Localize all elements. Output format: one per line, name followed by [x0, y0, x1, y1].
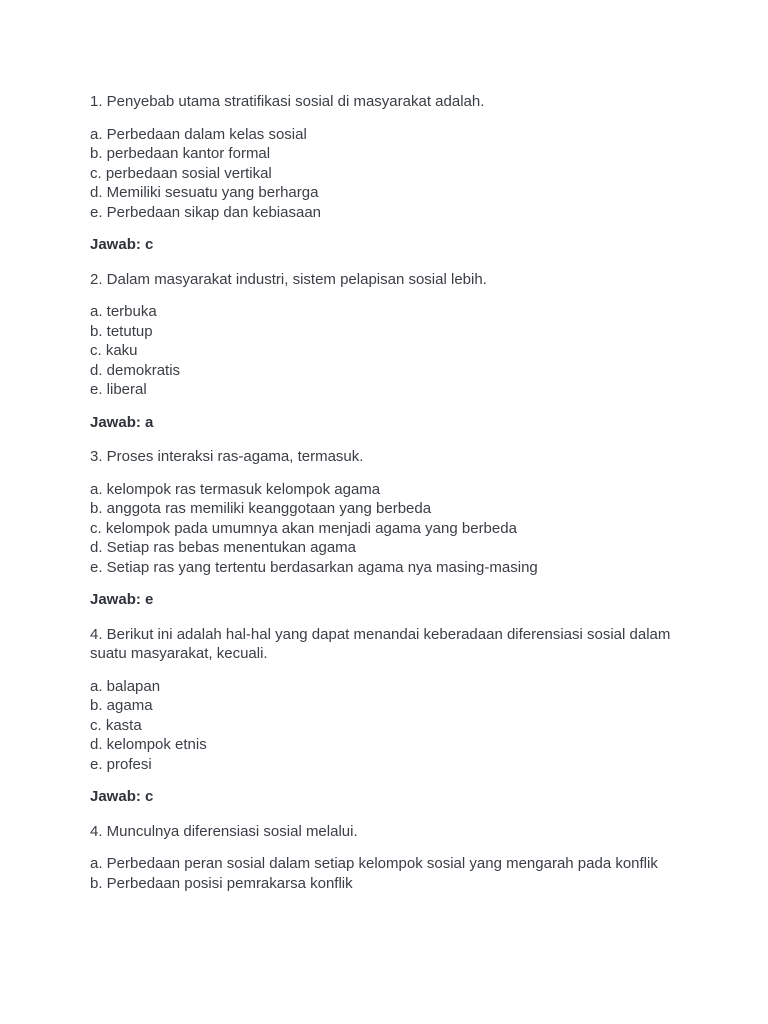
- question-block-1: [90, 92, 708, 255]
- answer-1: Jawab: c: [90, 236, 154, 253]
- option-2d: d. demokratis: [90, 361, 181, 379]
- option-3c: c. kelompok pada umumnya akan menjadi agama yang berbeda: [90, 519, 517, 537]
- option-4e: e. profesi: [90, 755, 152, 773]
- option-4d: d. kelompok etnis: [90, 736, 207, 753]
- option-1d: d. Memiliki sesuatu yang berharga: [90, 184, 319, 201]
- answer-4: Jawab: c: [90, 788, 154, 805]
- option-3b: b. anggota ras memiliki keanggotaan yang berbeda: [90, 500, 432, 517]
- question-text-4: 4. Berikut ini adalah hal-hal yang dapat menandai keberadaan diferensiasi sosial dalam suatu masyarakat, kecuali.: [90, 625, 671, 662]
- question-text-3: 3. Proses interaksi ras-agama, termasuk.: [90, 448, 364, 465]
- question-block-4: [90, 625, 708, 807]
- option-2e: e. liberal: [90, 381, 147, 398]
- option-3e: e. Setiap ras yang tertentu berdasarkan agama nya masing-masing: [90, 558, 538, 576]
- option-3a: a. kelompok ras termasuk kelompok agama: [90, 480, 381, 498]
- answer-2: Jawab: a: [90, 413, 154, 431]
- option-1b: b. perbedaan kantor formal: [90, 145, 271, 162]
- question-text-5: 4. Munculnya diferensiasi sosial melalui.: [90, 822, 358, 840]
- option-list-3: [90, 480, 708, 578]
- option-list-2: [90, 302, 708, 400]
- question-block-2: [90, 270, 708, 433]
- option-4b: b. agama: [90, 697, 153, 714]
- option-4a: a. balapan: [90, 677, 161, 695]
- option-3d: d. Setiap ras bebas menentukan agama: [90, 539, 357, 556]
- answer-3: Jawab: e: [90, 591, 154, 608]
- option-2b: b. tetutup: [90, 322, 153, 340]
- option-4c: c. kasta: [90, 716, 142, 734]
- option-5a: a. Perbedaan peran sosial dalam setiap kelompok sosial yang mengarah pada konflik: [90, 855, 658, 872]
- option-2c: c. kaku: [90, 342, 138, 359]
- option-list-1: [90, 125, 708, 223]
- question-block-3: [90, 447, 708, 610]
- option-1a: a. Perbedaan dalam kelas sosial: [90, 125, 307, 143]
- option-1e: e. Perbedaan sikap dan kebiasaan: [90, 203, 322, 221]
- question-text-1: 1. Penyebab utama stratifikasi sosial di masyarakat adalah.: [90, 93, 485, 110]
- option-2a: a. terbuka: [90, 303, 157, 320]
- question-block-5: [90, 822, 708, 894]
- option-list-5: [90, 854, 708, 893]
- option-1c: c. perbedaan sosial vertikal: [90, 164, 272, 182]
- option-5b: b. Perbedaan posisi pemrakarsa konflik: [90, 874, 353, 892]
- question-text-2: 2. Dalam masyarakat industri, sistem pelapisan sosial lebih.: [90, 270, 487, 288]
- option-list-4: [90, 677, 708, 775]
